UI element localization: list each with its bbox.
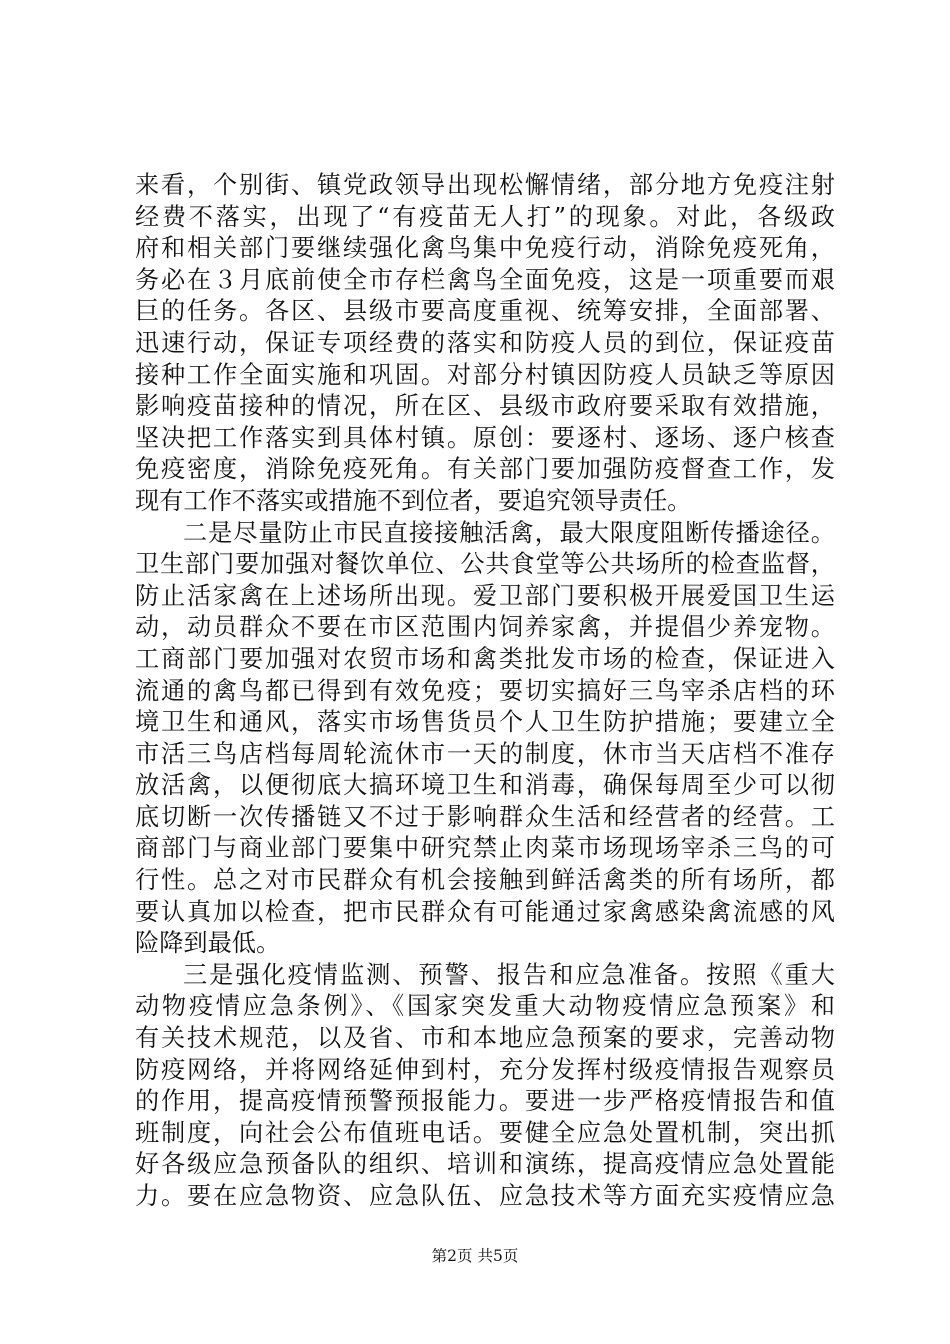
text-line: 底切断一次传播链又不过于影响群众生活和经营者的经营。工 bbox=[135, 802, 835, 831]
text-line: 动，动员群众不要在市区范围内饲养家禽，并提倡少养宠物。 bbox=[135, 613, 835, 642]
text-line: 流通的禽鸟都已得到有效免疫；要切实搞好三鸟宰杀店档的环 bbox=[135, 676, 835, 705]
text-line: 防止活家禽在上述场所出现。爱卫部门要积极开展爱国卫生运 bbox=[135, 581, 835, 610]
paragraph-end-line: 险降到最低。 bbox=[135, 929, 281, 958]
text-line: 商部门与商业部门要集中研究禁止肉菜市场现场宰杀三鸟的可 bbox=[135, 834, 835, 863]
text-line: 市活三鸟店档每周轮流休市一天的制度，休市当天店档不准存 bbox=[135, 739, 835, 768]
page-number-footer: 第2页 共5页 bbox=[431, 1247, 519, 1265]
paragraph-start-line: 二是尽量防止市民直接接触活禽，最大限度阻断传播途径。 bbox=[183, 518, 835, 547]
text-line: 境卫生和通风，落实市场售货员个人卫生防护措施；要建立全 bbox=[135, 708, 835, 737]
text-line: 影响疫苗接种的情况，所在区、县级市政府要采取有效措施， bbox=[135, 392, 835, 421]
text-line: 坚决把工作落实到具体村镇。原创：要逐村、逐场、逐户核查 bbox=[135, 423, 835, 452]
text-line: 好各级应急预备队的组织、培训和演练，提高疫情应急处置能 bbox=[135, 1150, 835, 1179]
text-line: 巨的任务。各区、县级市要高度重视、统筹安排，全面部署、 bbox=[135, 297, 835, 326]
text-line: 免疫密度，消除免疫死角。有关部门要加强防疫督查工作，发 bbox=[135, 455, 835, 484]
paragraph-start-line: 三是强化疫情监测、预警、报告和应急准备。按照《重大 bbox=[183, 960, 835, 989]
text-line: 防疫网络，并将网络延伸到村，充分发挥村级疫情报告观察员 bbox=[135, 1055, 835, 1084]
text-line: 的作用，提高疫情预警预报能力。要进一步严格疫情报告和值 bbox=[135, 1087, 835, 1116]
text-line: 要认真加以检查，把市民群众有可能通过家禽感染禽流感的风 bbox=[135, 897, 835, 926]
text-line: 经费不落实，出现了“有疫苗无人打”的现象。对此，各级政 bbox=[135, 202, 835, 231]
document-body bbox=[135, 170, 835, 1213]
text-line: 班制度，向社会公布值班电话。要健全应急处置机制，突出抓 bbox=[135, 1118, 835, 1147]
paragraph-end-line: 现有工作不落实或措施不到位者，要追究领导责任。 bbox=[135, 486, 692, 515]
text-line: 迅速行动，保证专项经费的落实和防疫人员的到位，保证疫苗 bbox=[135, 328, 835, 357]
text-line: 放活禽，以便彻底大搞环境卫生和消毒，确保每周至少可以彻 bbox=[135, 771, 835, 800]
text-line: 务必在３月底前使全市存栏禽鸟全面免疫，这是一项重要而艰 bbox=[135, 265, 835, 294]
text-line: 接种工作全面实施和巩固。对部分村镇因防疫人员缺乏等原因 bbox=[135, 360, 835, 389]
text-line: 府和相关部门要继续强化禽鸟集中免疫行动，消除免疫死角， bbox=[135, 234, 835, 263]
text-line: 力。要在应急物资、应急队伍、应急技术等方面充实疫情应急 bbox=[135, 1182, 835, 1210]
text-line: 来看，个别街、镇党政领导出现松懈情绪，部分地方免疫注射 bbox=[135, 171, 835, 199]
text-line: 行性。总之对市民群众有机会接触到鲜活禽类的所有场所，都 bbox=[135, 866, 835, 895]
text-line: 动物疫情应急条例》、《国家突发重大动物疫情应急预案》和 bbox=[135, 992, 835, 1021]
text-line: 有关技术规范，以及省、市和本地应急预案的要求，完善动物 bbox=[135, 1024, 835, 1053]
text-line: 工商部门要加强对农贸市场和禽类批发市场的检查，保证进入 bbox=[135, 644, 835, 673]
text-line: 卫生部门要加强对餐饮单位、公共食堂等公共场所的检查监督， bbox=[135, 550, 835, 579]
